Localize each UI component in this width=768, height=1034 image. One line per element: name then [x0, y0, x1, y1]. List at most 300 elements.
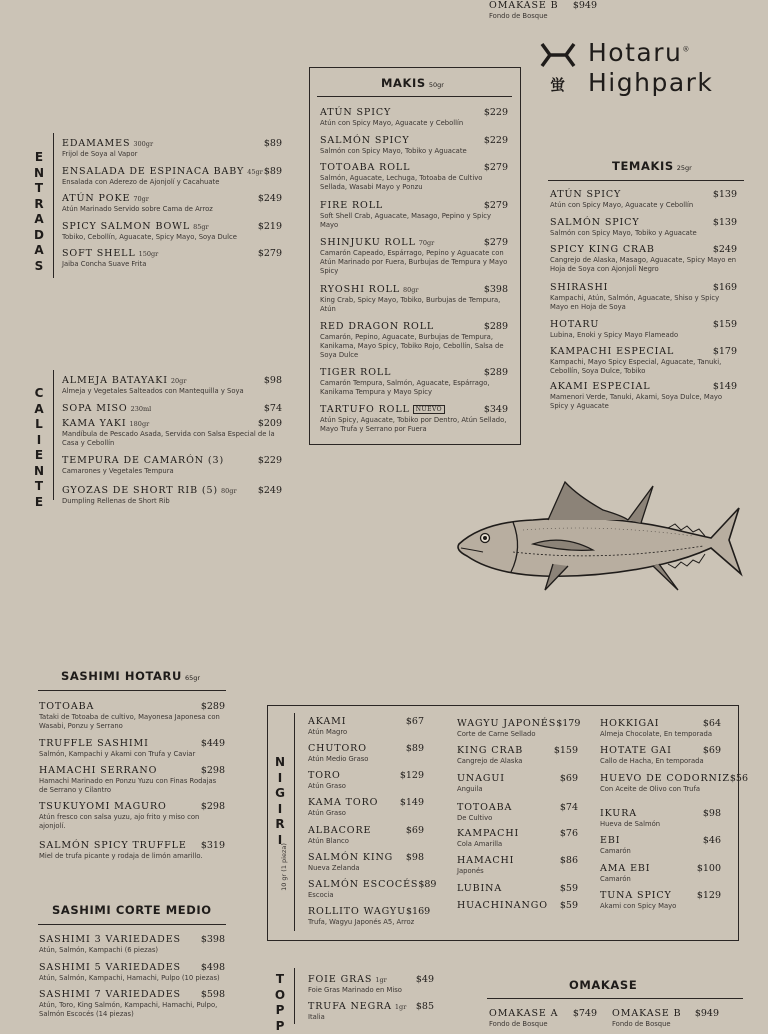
item-price: $179: [556, 718, 580, 729]
item-price: $89: [264, 138, 282, 149]
item-size: 70gr: [419, 239, 435, 247]
item-name: TOTOABA: [39, 701, 94, 712]
menu-item: [62, 375, 282, 396]
item-name: TOTOABA: [457, 802, 512, 813]
item-name: ATÚN POKE 70gr: [62, 193, 149, 204]
caliente-divider: [53, 370, 54, 500]
menu-item: [308, 770, 424, 791]
menu-item: [308, 879, 424, 900]
item-name: KAMA TORO: [308, 797, 378, 808]
item-price: $249: [713, 244, 737, 255]
item-description: Fondo de Bosque: [612, 1020, 719, 1029]
item-name: HUEVO DE CODORNIZ: [600, 773, 730, 784]
item-price: $159: [713, 319, 737, 330]
item-price: $298: [201, 765, 225, 776]
vertical-letter: A: [32, 212, 46, 228]
new-badge: NUEVO: [413, 405, 445, 414]
item-name: SALMÓN ESCOCÉS: [308, 879, 418, 890]
item-price: $229: [484, 135, 508, 146]
item-price: $249: [258, 193, 282, 204]
item-price: $129: [697, 890, 721, 901]
item-name: HOKKIGAI: [600, 718, 659, 729]
item-price: $319: [201, 840, 225, 851]
item-price: $85: [416, 1001, 434, 1012]
item-description: Camarón: [600, 875, 721, 884]
item-name: ROLLITO WAGYU: [308, 906, 406, 917]
item-description: Corte de Carne Sellado: [457, 730, 578, 739]
item-size: 80gr: [221, 487, 237, 495]
vertical-letter: S: [32, 259, 46, 275]
sashimi-corte-title: SASHIMI CORTE MEDIO: [52, 903, 212, 917]
item-description: Cangrejo de Alaska: [457, 757, 578, 766]
item-name: TORO: [308, 770, 341, 781]
item-size: 20gr: [171, 377, 187, 385]
item-name: AMA EBI: [600, 863, 650, 874]
temakis-title: TEMAKIS 25gr: [612, 159, 692, 173]
menu-item: [39, 962, 225, 983]
menu-item: [62, 403, 282, 414]
entradas-divider: [53, 133, 54, 278]
item-description: Atún, Salmón, Kampachi (6 piezas): [39, 946, 225, 955]
item-price: $169: [406, 906, 430, 917]
makis-title: MAKIS 50gr: [381, 76, 444, 90]
menu-item: [600, 835, 721, 856]
menu-item: [457, 802, 578, 823]
item-price: $279: [484, 237, 508, 248]
item-price: $129: [400, 770, 424, 781]
omakase-title: OMAKASE: [569, 978, 637, 992]
menu-item: [600, 773, 721, 794]
item-description: Foie Gras Marinado en Miso: [308, 986, 434, 995]
vertical-letter: I: [273, 771, 287, 787]
item-description: Tobiko, Cebollín, Aguacate, Spicy Mayo, Soya Dulce: [62, 233, 282, 242]
item-description: Cangrejo de Alaska, Masago, Aguacate, Spicy Mayo en Hoja de Soya con Ajonjolí Negro: [550, 256, 737, 274]
item-description: Salmón, Kampachi y Akami con Trufa y Caviar: [39, 750, 225, 759]
item-name: HOTARU: [550, 319, 599, 330]
menu-item: [320, 284, 508, 314]
menu-item: [320, 162, 508, 192]
vertical-letter: I: [273, 802, 287, 818]
item-price: $229: [484, 107, 508, 118]
menu-item: [39, 738, 225, 759]
item-size: 45gr: [247, 168, 263, 176]
item-name: HAMACHI SERRANO: [39, 765, 157, 776]
item-name: SPICY KING CRAB: [550, 244, 655, 255]
item-size: 150gr: [139, 250, 159, 258]
item-name: LUBINA: [457, 883, 502, 894]
item-name: TRUFFLE SASHIMI: [39, 738, 149, 749]
item-price: $59: [560, 900, 578, 911]
toppings-vertical-label: [273, 972, 287, 1034]
menu-item: [39, 701, 225, 731]
item-price: $76: [560, 828, 578, 839]
tuna-fish-illustration: [453, 478, 743, 598]
menu-item: [320, 107, 508, 128]
item-name: TEMPURA DE CAMARÓN (3): [62, 455, 224, 466]
item-description: Atún Magro: [308, 728, 424, 737]
vertical-letter: I: [273, 833, 287, 849]
item-name: SOFT SHELL 150gr: [62, 248, 158, 259]
item-description: Dumpling Rellenas de Short Rib: [62, 497, 282, 506]
caliente-vertical-label: [32, 386, 46, 510]
item-name: RED DRAGON ROLL: [320, 321, 434, 332]
item-price: $69: [703, 745, 721, 756]
menu-item: [308, 743, 424, 764]
item-description: Atún Graso: [308, 809, 424, 818]
menu-item: [308, 825, 424, 846]
item-description: Atún Marinado Servido sobre Cama de Arroz: [62, 205, 282, 214]
item-price: $219: [258, 221, 282, 232]
item-name: ALBACORE: [308, 825, 371, 836]
menu-item: [308, 716, 424, 737]
item-description: Atún, Toro, King Salmón, Kampachi, Hamachi, Pulpo, Salmón Escocés (14 piezas): [39, 1001, 225, 1019]
item-description: Camarones y Vegetales Tempura: [62, 467, 282, 476]
item-price: $139: [713, 217, 737, 228]
item-price: $249: [258, 485, 282, 496]
item-name: ATÚN SPICY: [550, 189, 621, 200]
item-description: Kampachi, Mayo Spicy Especial, Aguacate, Tanuki, Cebollín, Soya Dulce, Tobiko: [550, 358, 737, 376]
menu-item: [62, 485, 282, 506]
menu-item: [39, 989, 225, 1019]
item-name: SALMÓN SPICY: [320, 135, 410, 146]
item-size: 230ml: [131, 405, 152, 413]
menu-item: [457, 855, 578, 876]
item-price: $98: [703, 808, 721, 819]
item-description: Soft Shell Crab, Aguacate, Masago, Pepino y Spicy Mayo: [320, 212, 508, 230]
item-size: 80gr: [403, 286, 419, 294]
item-price: $67: [406, 716, 424, 727]
item-price: $89: [264, 166, 282, 177]
item-description: Atún Graso: [308, 782, 424, 791]
item-name: FOIE GRAS 1gr: [308, 974, 387, 985]
item-description: Atún Spicy, Aguacate, Tobiko por Dentro, Atún Sellado, Mayo Trufa y Serrano por Fuera: [320, 416, 508, 434]
item-description: Callo de Hacha, En temporada: [600, 757, 721, 766]
vertical-letter: C: [32, 386, 46, 402]
item-name: KAMA YAKI 180gr: [62, 418, 149, 429]
item-description: Fondo de Bosque: [489, 1020, 597, 1029]
item-description: Atún Medio Graso: [308, 755, 424, 764]
menu-item: [62, 221, 282, 242]
menu-item: [600, 808, 721, 829]
menu-item: [600, 863, 721, 884]
item-description: Camarón: [600, 847, 721, 856]
menu-item: [320, 135, 508, 156]
hotaru-logo-icon: [540, 42, 576, 68]
item-name: SPICY SALMON BOWL 85gr: [62, 221, 209, 232]
item-price: $229: [258, 455, 282, 466]
item-description: Atún con Spicy Mayo, Aguacate y Cebollín: [320, 119, 508, 128]
item-name: HOTATE GAI: [600, 745, 672, 756]
item-description: Salmón con Spicy Mayo, Tobiko y Aguacate: [550, 229, 737, 238]
menu-item: [308, 974, 434, 995]
item-name: SASHIMI 7 VARIEDADES: [39, 989, 181, 1000]
item-name: KAMPACHI: [457, 828, 519, 839]
item-price: $98: [264, 375, 282, 386]
item-price: $279: [484, 200, 508, 211]
menu-item: [320, 404, 508, 434]
item-name: ENSALADA DE ESPINACA BABY 45gr: [62, 166, 263, 177]
vertical-letter: G: [273, 786, 287, 802]
menu-item: [320, 200, 508, 230]
menu-item: [320, 367, 508, 397]
vertical-letter: T: [32, 181, 46, 197]
item-name: SHIRASHI: [550, 282, 608, 293]
item-name: TRUFA NEGRA 1gr: [308, 1001, 406, 1012]
toppings-divider: [294, 968, 295, 1024]
menu-item: [308, 906, 424, 927]
vertical-letter: A: [32, 243, 46, 259]
menu-item: [308, 852, 424, 873]
item-name: SOPA MISO 230ml: [62, 403, 151, 414]
item-price: $69: [406, 825, 424, 836]
nigiri-portion-note: 10 gr (1 pieza): [280, 817, 288, 917]
item-name: UNAGUI: [457, 773, 505, 784]
item-name: ATÚN SPICY: [320, 107, 391, 118]
vertical-letter: E: [32, 448, 46, 464]
vertical-letter: P: [273, 1003, 287, 1019]
item-name: RYOSHI ROLL 80gr: [320, 284, 419, 295]
menu-item: [62, 138, 282, 159]
vertical-letter: R: [273, 817, 287, 833]
vertical-letter: L: [32, 417, 46, 433]
vertical-letter: O: [273, 988, 287, 1004]
item-price: $279: [484, 162, 508, 173]
brand-logo: [540, 40, 740, 100]
menu-item: [612, 1008, 719, 1029]
item-size: 1gr: [375, 976, 386, 984]
item-description: Akami con Spicy Mayo: [600, 902, 721, 911]
menu-item: [550, 319, 737, 340]
menu-item: [550, 189, 737, 210]
item-description: Atún fresco con salsa yuzu, ajo frito y miso con ajonjolí.: [39, 813, 225, 831]
menu-item: [39, 934, 225, 955]
item-size: 300gr: [133, 140, 153, 148]
item-price: $749: [573, 1008, 597, 1019]
menu-item: [320, 321, 508, 360]
item-description: Frijol de Soya al Vapor: [62, 150, 282, 159]
menu-item: [489, 0, 597, 21]
item-description: Mandíbula de Pescado Asada, Servida con Salsa Especial de la Casa y Cebollín: [62, 430, 282, 448]
item-price: $159: [554, 745, 578, 756]
item-name: HUACHINANGO: [457, 900, 548, 911]
item-name: SASHIMI 5 VARIEDADES: [39, 962, 181, 973]
item-name: AKAMI ESPECIAL: [550, 381, 651, 392]
item-price: $149: [713, 381, 737, 392]
item-price: $59: [560, 883, 578, 894]
item-size: 85gr: [193, 223, 209, 231]
menu-item: [39, 801, 225, 831]
item-name: SALMÓN KING: [308, 852, 393, 863]
menu-item: [62, 193, 282, 214]
nigiri-divider: [294, 713, 295, 931]
item-description: Ensalada con Aderezo de Ajonjolí y Cacahuate: [62, 178, 282, 187]
item-price: $498: [201, 962, 225, 973]
item-size: 180gr: [130, 420, 150, 428]
item-price: $149: [400, 797, 424, 808]
item-description: Camarón Tempura, Salmón, Aguacate, Espárrago, Kanikama Tempura y Mayo Spicy: [320, 379, 508, 397]
item-name: TSUKUYOMI MAGURO: [39, 801, 167, 812]
menu-item: [600, 745, 721, 766]
item-name: TUNA SPICY: [600, 890, 672, 901]
vertical-letter: N: [273, 755, 287, 771]
item-name: KAMPACHI ESPECIAL: [550, 346, 674, 357]
item-price: $349: [484, 404, 508, 415]
item-name: CHUTORO: [308, 743, 367, 754]
sashimi-hotaru-rule: [38, 690, 226, 691]
item-price: $49: [416, 974, 434, 985]
item-name: TOTOABA ROLL: [320, 162, 410, 173]
menu-item: [39, 765, 225, 795]
item-size: 1gr: [395, 1003, 406, 1011]
brand-location: Highpark: [588, 68, 713, 97]
item-size: 70gr: [133, 195, 149, 203]
item-name: ALMEJA BATAYAKI 20gr: [62, 375, 186, 386]
item-price: $179: [713, 346, 737, 357]
menu-item: [39, 840, 225, 861]
item-description: Camarón Capeado, Espárrago, Pepino y Aguacate con Atún Marinado por Fuera, Burbujas de Tempura y Mayo Spicy: [320, 249, 508, 276]
menu-item: [457, 745, 578, 766]
menu-item: [308, 797, 424, 818]
item-description: Anguila: [457, 785, 578, 794]
item-description: Atún, Salmón, Kampachi, Hamachi, Pulpo (10 piezas): [39, 974, 225, 983]
item-price: $298: [201, 801, 225, 812]
menu-item: [457, 883, 578, 894]
item-description: De Cultivo: [457, 814, 578, 823]
menu-item: [320, 237, 508, 276]
item-description: Almeja y Vegetales Salteados con Mantequilla y Soya: [62, 387, 282, 396]
vertical-letter: T: [273, 972, 287, 988]
makis-title-rule: [317, 96, 512, 97]
vertical-letter: I: [32, 433, 46, 449]
item-name: OMAKASE B: [612, 1008, 682, 1019]
item-price: $89: [418, 879, 436, 890]
item-name: TARTUFO ROLL NUEVO: [320, 404, 445, 415]
menu-item: [489, 1008, 597, 1029]
item-name: SALMÓN SPICY: [550, 217, 640, 228]
item-description: Trufa, Wagyu Japonés A5, Arroz: [308, 918, 424, 927]
item-name: EDAMAMES 300gr: [62, 138, 153, 149]
item-price: $139: [713, 189, 737, 200]
vertical-letter: T: [32, 479, 46, 495]
menu-item: [62, 166, 282, 187]
item-description: Hamachi Marinado en Ponzu Yuzu con Finas Rodajas de Serrano y Cilantro: [39, 777, 225, 795]
menu-item: [62, 418, 282, 448]
vertical-letter: D: [32, 228, 46, 244]
item-price: $279: [258, 248, 282, 259]
item-name: IKURA: [600, 808, 637, 819]
item-description: Almeja Chocolate, En temporada: [600, 730, 721, 739]
menu-item: [457, 828, 578, 849]
item-description: Salmón, Aguacate, Lechuga, Totoaba de Cultivo Sellada, Wasabi Mayo y Ponzu: [320, 174, 508, 192]
item-price: $69: [560, 773, 578, 784]
item-name: SHINJUKU ROLL 70gr: [320, 237, 434, 248]
item-description: Atún con Spicy Mayo, Aguacate y Cebollín: [550, 201, 737, 210]
sashimi-corte-rule: [38, 924, 226, 925]
vertical-letter: R: [32, 197, 46, 213]
menu-item: [600, 718, 721, 739]
item-price: $46: [703, 835, 721, 846]
item-description: Con Aceite de Olivo con Trufa: [600, 785, 721, 794]
vertical-letter: E: [32, 495, 46, 511]
vertical-letter: E: [32, 150, 46, 166]
item-description: Japonés: [457, 867, 578, 876]
item-name: GYOZAS DE SHORT RIB (5) 80gr: [62, 485, 237, 496]
item-price: $289: [484, 367, 508, 378]
item-description: Miel de trufa picante y rodaja de limón amarillo.: [39, 852, 225, 861]
menu-item: [457, 900, 578, 911]
trademark-mark: ®: [682, 46, 691, 54]
menu-item: [550, 217, 737, 238]
menu-item: [62, 455, 282, 476]
item-price: $289: [201, 701, 225, 712]
item-price: $398: [484, 284, 508, 295]
item-name: HAMACHI: [457, 855, 514, 866]
item-description: Lubina, Enoki y Spicy Mayo Flameado: [550, 331, 737, 340]
item-price: $86: [560, 855, 578, 866]
menu-item: [457, 718, 578, 739]
item-name: WAGYU JAPONÉS: [457, 718, 556, 729]
entradas-vertical-label: [32, 150, 46, 274]
temakis-title-rule: [548, 180, 744, 181]
item-description: Nueva Zelanda: [308, 864, 424, 873]
item-name: SASHIMI 3 VARIEDADES: [39, 934, 181, 945]
menu-item: [550, 282, 737, 312]
menu-item: [308, 1001, 434, 1022]
vertical-letter: N: [32, 464, 46, 480]
item-description: Atún Blanco: [308, 837, 424, 846]
item-description: Hueva de Salmón: [600, 820, 721, 829]
menu-item: [550, 244, 737, 274]
item-description: Cola Amarilla: [457, 840, 578, 849]
item-description: Kampachi, Atún, Salmón, Aguacate, Shiso y Spicy Mayo en Hoja de Soya: [550, 294, 737, 312]
vertical-letter: P: [273, 1019, 287, 1034]
item-description: Fondo de Bosque: [489, 12, 597, 21]
menu-item: [600, 890, 721, 911]
item-price: $949: [695, 1008, 719, 1019]
item-name: EBI: [600, 835, 620, 846]
item-name: OMAKASE A: [489, 1008, 558, 1019]
item-name: KING CRAB: [457, 745, 523, 756]
menu-item: [457, 773, 578, 794]
item-description: Mamenori Verde, Tanuki, Akami, Soya Dulce, Mayo Spicy y Aguacate: [550, 393, 737, 411]
item-description: Camarón, Pepino, Aguacate, Burbujas de Tempura, Kanikama, Mayo Spicy, Tobiko Rojo, Cebollín, Salsa de Soya Dulce: [320, 333, 508, 360]
item-price: $74: [264, 403, 282, 414]
item-description: Escocia: [308, 891, 424, 900]
item-price: $598: [201, 989, 225, 1000]
kanji-mark: 蛍: [550, 74, 565, 95]
item-description: Jaiba Concha Suave Frita: [62, 260, 282, 269]
menu-item: [62, 248, 282, 269]
item-price: $449: [201, 738, 225, 749]
vertical-letter: N: [32, 166, 46, 182]
item-price: $209: [258, 418, 282, 429]
omakase-rule: [487, 998, 743, 999]
item-description: Salmón con Spicy Mayo, Tobiko y Aguacate: [320, 147, 508, 156]
item-price: $398: [201, 934, 225, 945]
item-name: TIGER ROLL: [320, 367, 391, 378]
brand-name: Hotaru: [588, 38, 682, 67]
item-description: Italia: [308, 1013, 434, 1022]
item-description: Tataki de Totoaba de cultivo, Mayonesa Japonesa con Wasabi, Ponzu y Serrano: [39, 713, 225, 731]
item-price: $289: [484, 321, 508, 332]
item-price: $64: [703, 718, 721, 729]
item-price: $56: [730, 773, 748, 784]
item-price: $949: [573, 0, 597, 11]
item-price: $74: [560, 802, 578, 813]
menu-item: [550, 346, 737, 376]
menu-item: [550, 381, 737, 411]
item-price: $98: [406, 852, 424, 863]
